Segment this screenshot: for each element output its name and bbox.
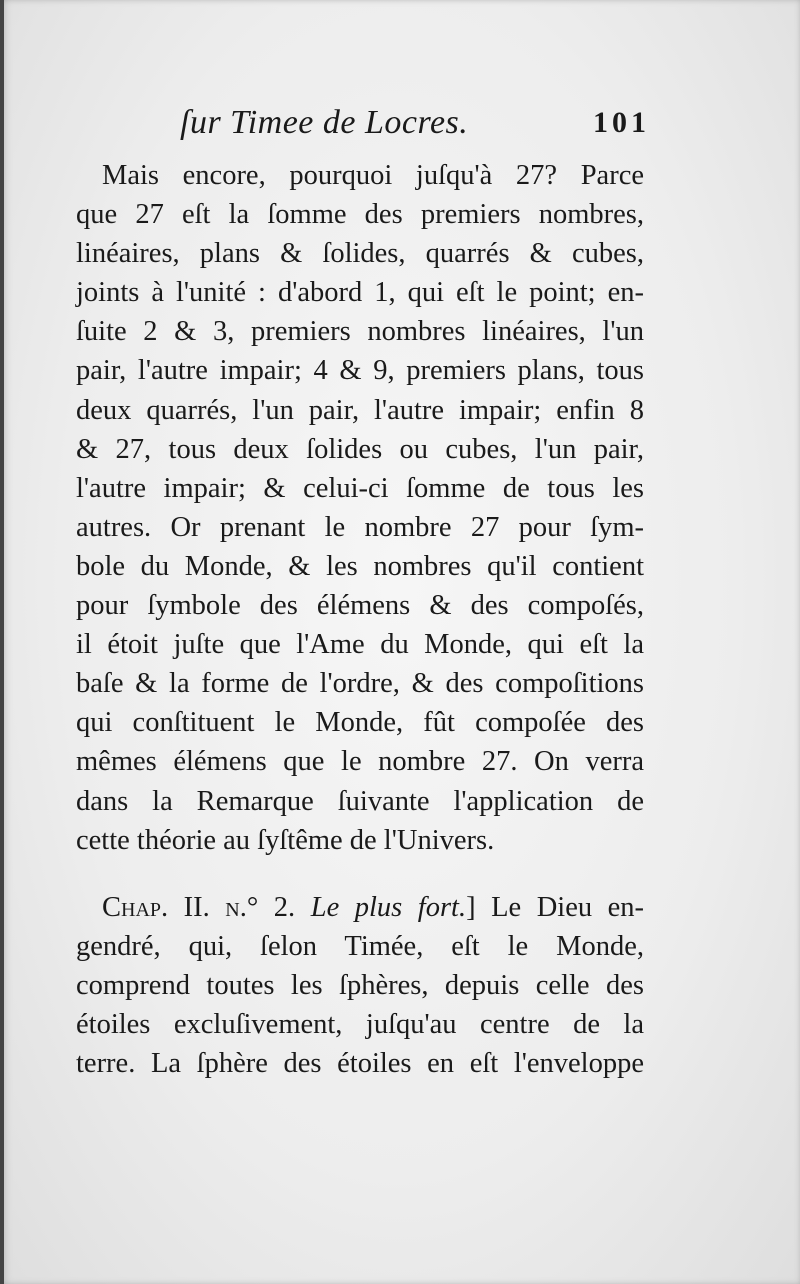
lemma: Le plus fort.: [310, 891, 467, 923]
page-number: 101: [593, 106, 650, 139]
text-line: deux quarrés, l'un pair, l'autre impair; enfin 8: [76, 394, 644, 426]
text-line: dans la Remarque ſuivante l'application de: [76, 785, 644, 817]
text-line: pair, l'autre impair; 4 & 9, premiers plans, tous: [76, 355, 644, 387]
text-line: baſe & la forme de l'ordre, & des compoſitions: [76, 668, 644, 700]
text-line: bole du Monde, & les nombres qu'il contient: [76, 550, 644, 582]
text-line: joints à l'unité : d'abord 1, qui eſt le point; en-: [76, 277, 644, 309]
text-line: comprend toutes les ſphères, depuis celle des: [76, 969, 644, 1001]
chapter-reference: Chap. II. n.° 2.: [102, 891, 296, 923]
text-line: Mais encore, pourquoi juſqu'à 27? Parce: [102, 160, 644, 191]
page-header: [80, 100, 650, 146]
text-line-first: [76, 888, 644, 927]
paragraph-gap: [76, 860, 644, 888]
text-line: & 27, tous deux ſolides ou cubes, l'un pair,: [76, 433, 644, 465]
text-line: étoiles excluſivement, juſqu'au centre de la: [76, 1008, 644, 1040]
text-line: pour ſymbole des élémens & des compoſés,: [76, 590, 644, 622]
text-line: que 27 eſt la ſomme des premiers nombres,: [76, 199, 644, 231]
text-line: qui conſtituent le Monde, fût compoſée des: [76, 707, 644, 739]
text-line: autres. Or prenant le nombre 27 pour ſym-: [76, 511, 644, 543]
body-text: [76, 156, 644, 1083]
text-line: il étoit juſte que l'Ame du Monde, qui eſt la: [76, 629, 644, 661]
paragraph-1: [76, 156, 644, 860]
text-line: terre. La ſphère des étoiles en eſt l'enveloppe: [76, 1048, 644, 1080]
text-run: ] Le Dieu en-: [466, 891, 645, 923]
text-line: l'autre impair; & celui-ci ſomme de tous les: [76, 472, 644, 504]
text-line: linéaires, plans & ſolides, quarrés & cubes,: [76, 238, 644, 270]
page-gutter-shadow: [0, 0, 4, 1284]
paragraph-2: [76, 888, 644, 1083]
running-title: ſur Timee de Locres.: [180, 104, 469, 141]
text-line: mêmes élémens que le nombre 27. On verra: [76, 746, 644, 778]
text-line: cette théorie au ſyſtême de l'Univers.: [76, 824, 495, 856]
text-line: gendré, qui, ſelon Timée, eſt le Monde,: [76, 930, 644, 962]
text-line: ſuite 2 & 3, premiers nombres linéaires, l'un: [76, 316, 644, 348]
